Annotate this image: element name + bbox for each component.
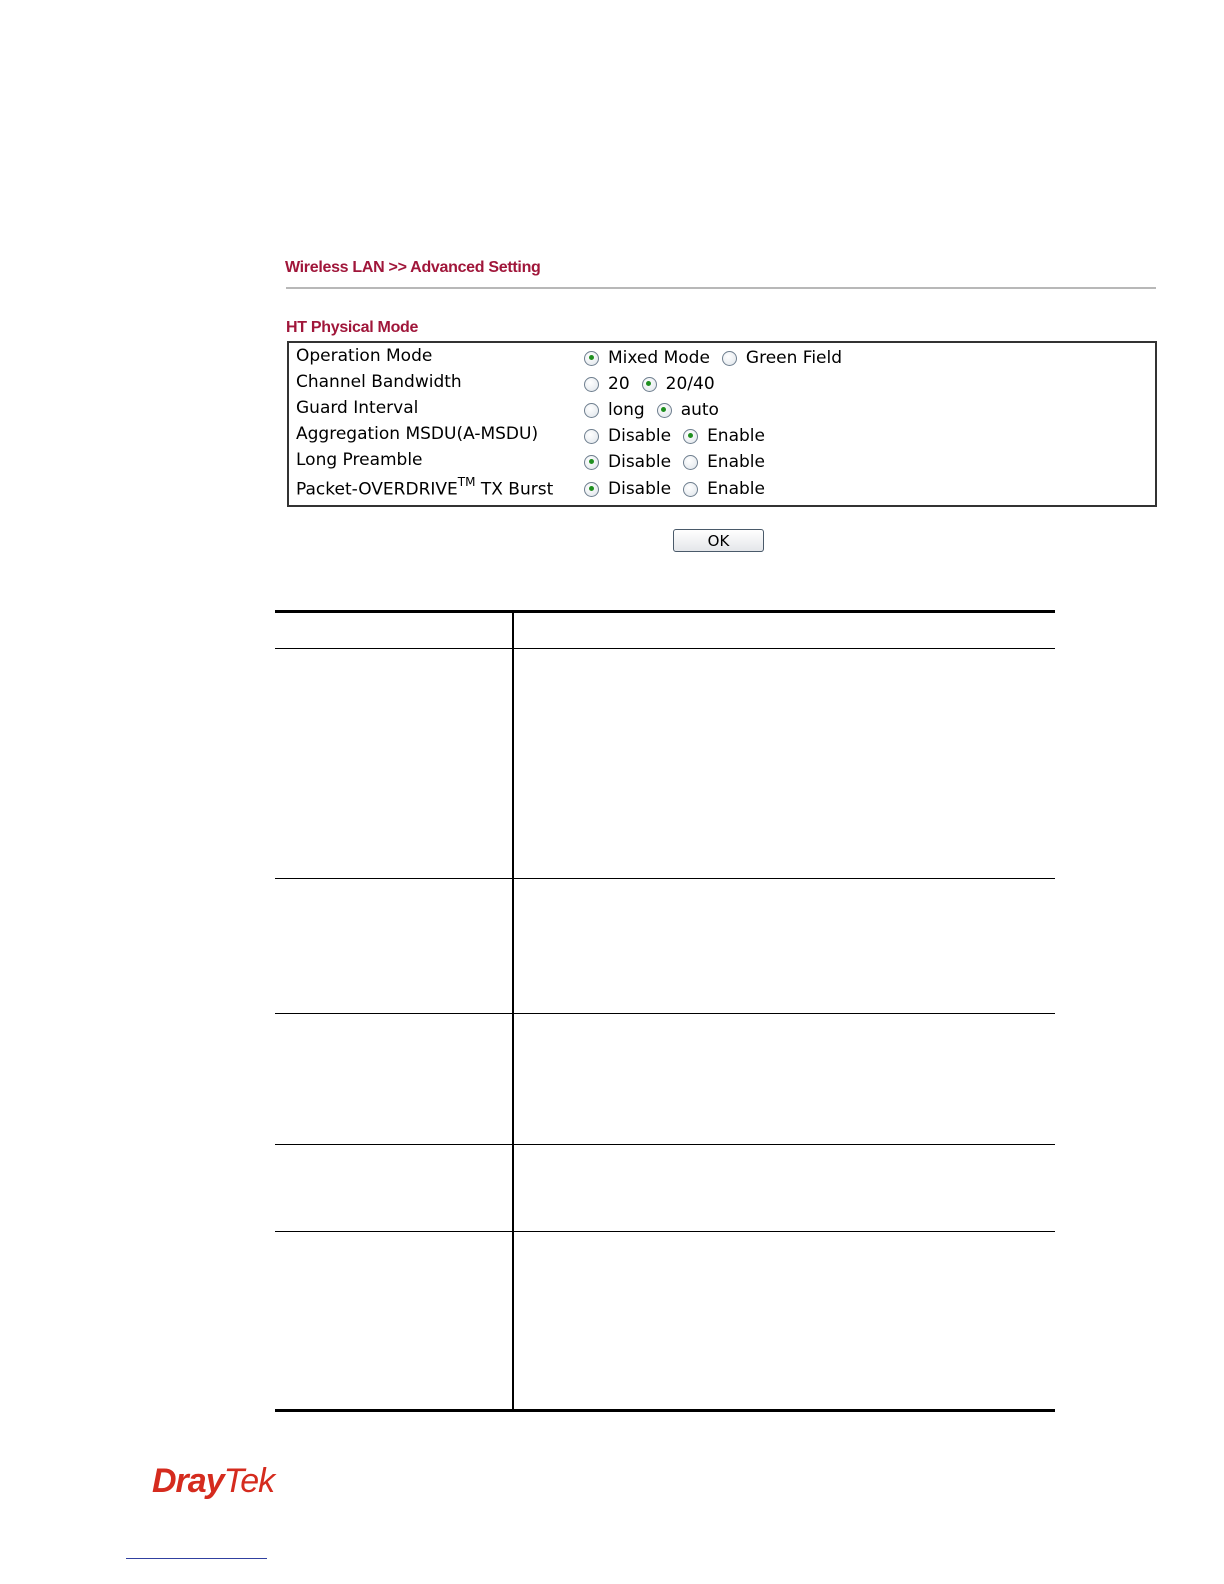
option-long[interactable]	[584, 400, 645, 420]
setting-row-channel-bandwidth	[289, 372, 1155, 398]
table-bottom-border	[275, 1409, 1055, 1412]
setting-label: Aggregation MSDU(A-MSDU)	[296, 424, 539, 444]
setting-row-guard-interval	[289, 398, 1155, 424]
setting-label	[296, 477, 553, 500]
table-top-border	[275, 610, 1055, 613]
table-column-divider	[512, 612, 514, 1411]
setting-row-long-preamble	[289, 450, 1155, 476]
radio-unselected[interactable]	[584, 403, 599, 418]
ht-physical-mode-panel	[287, 341, 1157, 507]
option-enable[interactable]	[683, 426, 765, 446]
section-title: HT Physical Mode	[286, 319, 419, 336]
radio-unselected[interactable]	[584, 429, 599, 444]
setting-row-packet-overdrive	[289, 477, 1155, 503]
option-label: 20/40	[665, 374, 715, 394]
option-20-40[interactable]	[642, 374, 715, 394]
option-label: 20	[608, 374, 630, 394]
draytek-logo	[152, 1462, 274, 1501]
setting-label: Guard Interval	[296, 398, 419, 418]
option-label: Disable	[608, 479, 672, 499]
option-label: Mixed Mode	[608, 348, 710, 368]
option-label: Disable	[608, 426, 672, 446]
radio-selected[interactable]	[642, 377, 657, 392]
option-enable[interactable]	[683, 479, 765, 499]
option-label: Enable	[707, 479, 765, 499]
label-main: Packet-OVERDRIVE	[296, 479, 458, 500]
option-label: long	[608, 400, 645, 420]
option-label: Enable	[707, 452, 765, 472]
option-20[interactable]	[584, 374, 630, 394]
ok-button[interactable]: OK	[673, 529, 764, 552]
option-label: Green Field	[745, 348, 843, 368]
radio-unselected[interactable]	[584, 377, 599, 392]
table-header-divider	[275, 648, 1055, 649]
radio-selected[interactable]	[683, 429, 698, 444]
table-row-divider	[275, 1231, 1055, 1232]
option-green-field[interactable]	[722, 348, 842, 368]
table-row-divider	[275, 1013, 1055, 1014]
radio-unselected[interactable]	[722, 351, 737, 366]
setting-label: Operation Mode	[296, 346, 433, 366]
option-auto[interactable]	[657, 400, 719, 420]
trademark-sup: TM	[457, 475, 476, 489]
breadcrumb: Wireless LAN >> Advanced Setting	[285, 259, 541, 276]
setting-row-operation-mode	[289, 346, 1155, 372]
label-tail: TX Burst	[475, 479, 554, 500]
table-row-divider	[275, 1144, 1055, 1145]
radio-unselected[interactable]	[683, 482, 698, 497]
footer-link-underline	[126, 1558, 267, 1559]
option-enable[interactable]	[683, 452, 765, 472]
setting-label: Channel Bandwidth	[296, 372, 462, 392]
option-label: Enable	[707, 426, 765, 446]
logo-part-dray: Dray	[152, 1462, 224, 1500]
radio-selected[interactable]	[584, 455, 599, 470]
table-row-divider	[275, 878, 1055, 879]
radio-unselected[interactable]	[683, 455, 698, 470]
option-disable[interactable]	[584, 426, 671, 446]
option-label: Disable	[608, 452, 672, 472]
option-label: auto	[680, 400, 719, 420]
title-divider	[286, 287, 1156, 289]
option-disable[interactable]	[584, 452, 671, 472]
radio-selected[interactable]	[584, 482, 599, 497]
setting-row-aggregation-msdu	[289, 424, 1155, 450]
option-mixed-mode[interactable]	[584, 348, 710, 368]
radio-selected[interactable]	[584, 351, 599, 366]
setting-label: Long Preamble	[296, 450, 423, 470]
radio-selected[interactable]	[657, 403, 672, 418]
logo-part-tek: Tek	[223, 1462, 275, 1500]
option-disable[interactable]	[584, 479, 671, 499]
